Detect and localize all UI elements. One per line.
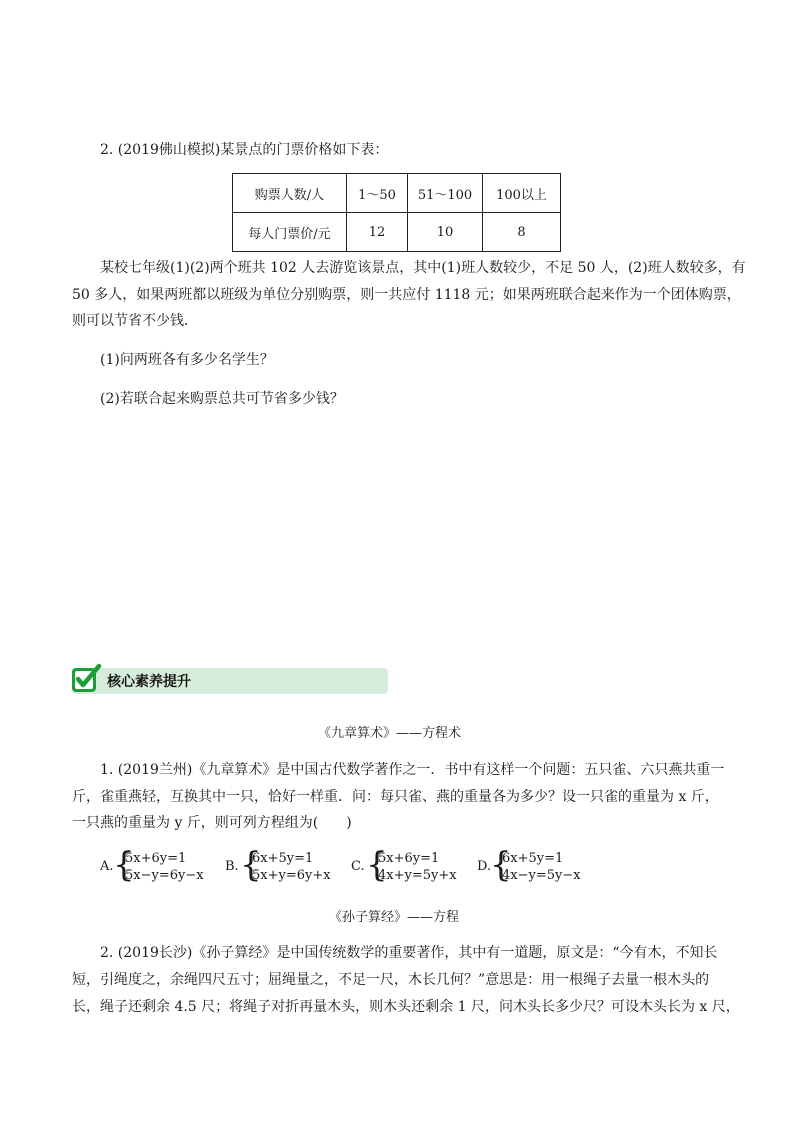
table-row <box>233 213 561 252</box>
part-2-heading: 《孙子算经》——方程 <box>329 910 460 925</box>
table-cell: 8 <box>483 213 561 252</box>
equation-system <box>125 850 204 884</box>
brace-icon: { <box>113 845 135 885</box>
equation-system <box>378 850 457 884</box>
equation: 6x+5y=1 <box>252 851 314 866</box>
part-2-line: 长，绳子还剩余 4.5 尺；将绳子对折再量木头，则木头还剩余 1 尺，问木头长多少尺？可设木头长为 x 尺， <box>72 999 740 1015</box>
option-letter: C. <box>351 859 365 874</box>
table-cell: 每人门票价/元 <box>233 213 347 252</box>
table-cell: 1～50 <box>347 174 408 213</box>
equation: 6x+5y=1 <box>502 851 564 866</box>
equation: 4x+y=5y+x <box>378 868 457 883</box>
option-letter: D. <box>477 859 492 874</box>
equation: 5x+y=6y+x <box>252 868 331 883</box>
table-cell: 100以上 <box>483 174 561 213</box>
part-1-line: 1. (2019兰州)《九章算术》是中国古代数学著作之一．书中有这样一个问题：五只雀、六只燕共重一 <box>100 762 725 778</box>
brace-icon: { <box>240 845 262 885</box>
part-1-line: 一只燕的重量为 y 斤，则可列方程组为( ) <box>72 815 352 831</box>
part-2-line: 2. (2019长沙)《孙子算经》是中国传统数学的重要著作，其中有一道题，原文是：“今有木，不知长 <box>100 945 718 961</box>
question-2-body-line: 50 多人，如果两班都以班级为单位分别购票，则一共应付 1118 元；如果两班联合起来作为一个团体购票， <box>72 287 741 303</box>
equation: 4x−y=5y−x <box>502 868 581 883</box>
option-letter: B. <box>225 859 239 874</box>
price-table <box>232 173 561 252</box>
equation-system <box>252 850 331 884</box>
check-icon <box>70 662 102 694</box>
question-2-body-line: 某校七年级(1)(2)两个班共 102 人去游览该景点，其中(1)班人数较少，不足 50 人，(2)班人数较多，有 <box>100 260 746 276</box>
question-2-title: 2. (2019佛山模拟)某景点的门票价格如下表： <box>100 142 389 158</box>
part-1-heading: 《九章算术》——方程术 <box>318 726 462 741</box>
part-1-line: 斤，雀重燕轻，互换其中一只，恰好一样重．问：每只雀、燕的重量各为多少？设一只雀的重量为 x 斤， <box>72 789 719 805</box>
equation: 5x+6y=1 <box>378 851 440 866</box>
table-row <box>233 174 561 213</box>
equation: 5x−y=6y−x <box>125 868 204 883</box>
part-2-line: 短，引绳度之，余绳四尺五寸；屈绳量之，不足一尺，木长几何？”意思是：用一根绳子去量一根木头的 <box>72 972 710 988</box>
table-cell: 12 <box>347 213 408 252</box>
question-2-body-line: 则可以节省不少钱． <box>72 313 198 329</box>
table-cell: 购票人数/人 <box>233 174 347 213</box>
section-banner-title: 核心素养提升 <box>107 674 191 690</box>
brace-icon: { <box>490 845 512 885</box>
equation: 5x+6y=1 <box>125 851 187 866</box>
question-2-sub-2: (2)若联合起来购票总共可节省多少钱？ <box>100 391 344 407</box>
table-cell: 51～100 <box>408 174 483 213</box>
question-2-sub-1: (1)问两班各有多少名学生？ <box>100 352 274 368</box>
brace-icon: { <box>366 845 388 885</box>
table-cell: 10 <box>408 213 483 252</box>
option-letter: A. <box>100 859 114 874</box>
equation-system <box>502 850 581 884</box>
